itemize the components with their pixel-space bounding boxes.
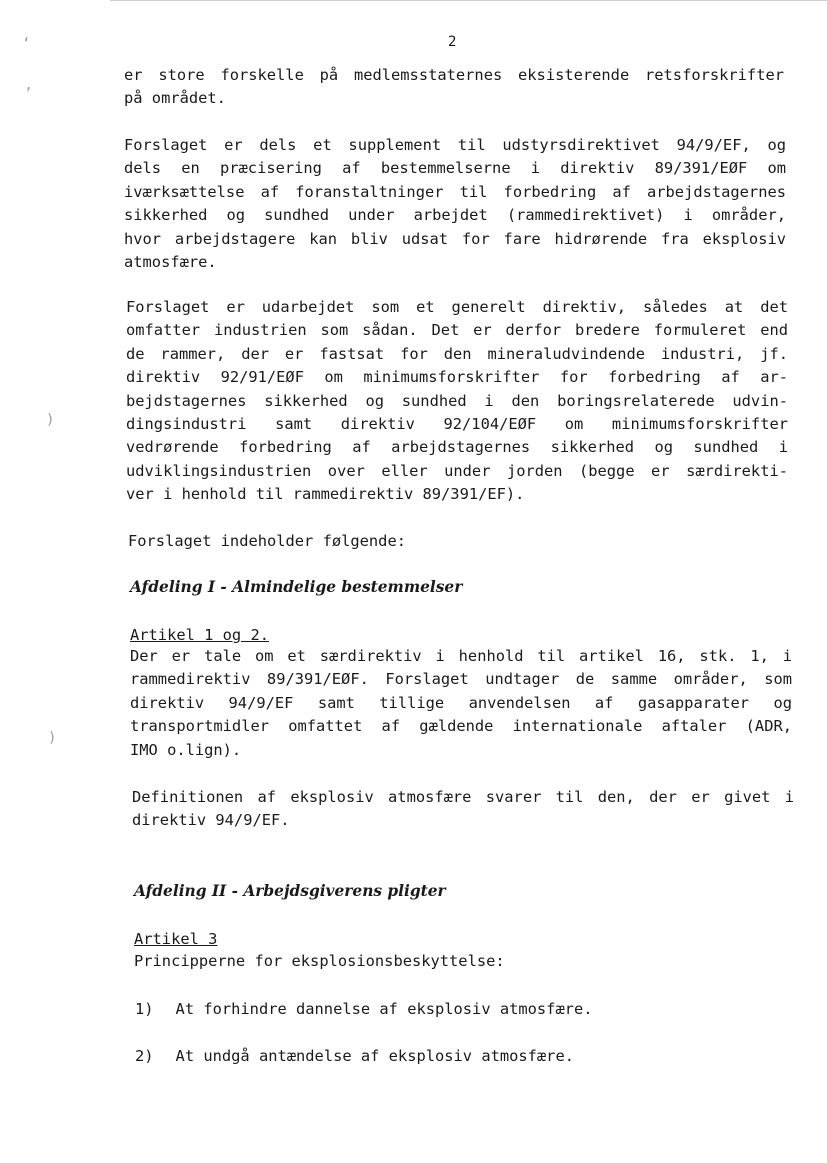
text-line: IMO o.lign). (130, 740, 242, 759)
section-heading-1: Afdeling I - Almindelige bestemmelser (130, 578, 463, 596)
paragraph-general-directive (126, 296, 788, 507)
top-rule (110, 0, 827, 1)
text-line: direktiv 94/9/EF samt tillige anvendelsen af gasapparater og (130, 693, 792, 712)
text-line: Principperne for eksplosionsbeskyttelse: (134, 952, 505, 970)
text-line: Der er tale om et særdirektiv i henhold til artikel 16, stk. 1, i (130, 647, 792, 665)
text-line: ver i henhold til rammedirektiv 89/391/EF). (126, 485, 525, 504)
paragraph-article-1-2 (130, 645, 792, 762)
scan-mark: ’ (24, 86, 33, 102)
text-line: omfatter industrien som sådan. Det er derfor bredere formuleret end (126, 321, 788, 340)
text-line: udviklingsindustrien over eller under jorden (begge er særdirekti- (126, 461, 788, 480)
scan-mark: ‘ (22, 36, 31, 52)
list-item-number: 2) (135, 1047, 154, 1065)
text-line: hvor arbejdstagere kan bliv udsat for fare hidrørende fra eksplosiv (124, 229, 786, 248)
paragraph-contents-intro (128, 530, 406, 553)
text-line: direktiv 94/9/EF. (132, 811, 290, 830)
text-line: dels en præcisering af bestemmelserne i direktiv 89/391/EØF om (124, 159, 786, 178)
list-item-text: At forhindre dannelse af eksplosiv atmosfære. (175, 1000, 593, 1018)
text-line: vedrørende forbedring af arbejdstagernes sikkerhed og sundhed i (126, 438, 788, 457)
text-line: Definitionen af eksplosiv atmosfære svarer til den, der er givet i (132, 788, 794, 806)
text-line: Forslaget indeholder følgende: (128, 532, 406, 550)
article-1-2-title: Artikel 1 og 2. (130, 626, 269, 644)
text-line: transportmidler omfattet af gældende internationale aftaler (ADR, (130, 717, 792, 736)
text-line: er store forskelle på medlemsstaternes eksisterende retsforskrifter (124, 66, 784, 84)
text-line: direktiv 92/91/EØF om minimumsforskrifter for forbedring af ar- (126, 368, 788, 387)
list-item-number: 1) (135, 1000, 154, 1018)
scan-mark: ) (46, 412, 55, 428)
text-line: Forslaget er dels et supplement til udstyrsdirektivet 94/9/EF, og (124, 136, 786, 154)
list-item-text: At undgå antændelse af eksplosiv atmosfære. (175, 1047, 574, 1065)
section-heading-2: Afdeling II - Arbejdsgiverens pligter (134, 882, 446, 900)
text-line: iværksættelse af foranstaltninger til forbedring af arbejdstagernes (124, 182, 786, 201)
list-item (135, 998, 593, 1021)
text-line: rammedirektiv 89/391/EØF. Forslaget undtager de samme områder, som (130, 670, 792, 689)
text-line: på området. (124, 89, 226, 108)
text-line: Forslaget er udarbejdet som et generelt direktiv, således at det (126, 298, 788, 316)
article-3-title: Artikel 3 (134, 930, 218, 948)
list-item (135, 1045, 574, 1068)
paragraph-supplement (124, 134, 786, 274)
scan-mark: ) (48, 730, 57, 746)
text-line: atmosfære. (124, 253, 217, 272)
paragraph-principles (134, 950, 505, 973)
paragraph-intro (124, 64, 784, 111)
text-line: sikkerhed og sundhed under arbejdet (rammedirektivet) i områder, (124, 206, 786, 225)
text-line: dingsindustri samt direktiv 92/104/EØF om minimumsforskrifter (126, 415, 788, 434)
page-number: 2 (448, 34, 457, 50)
paragraph-definition (132, 786, 794, 833)
text-line: de rammer, der er fastsat for den mineraludvindende industri, jf. (126, 344, 788, 363)
text-line: bejdstagernes sikkerhed og sundhed i den boringsrelaterede udvin- (126, 391, 788, 410)
